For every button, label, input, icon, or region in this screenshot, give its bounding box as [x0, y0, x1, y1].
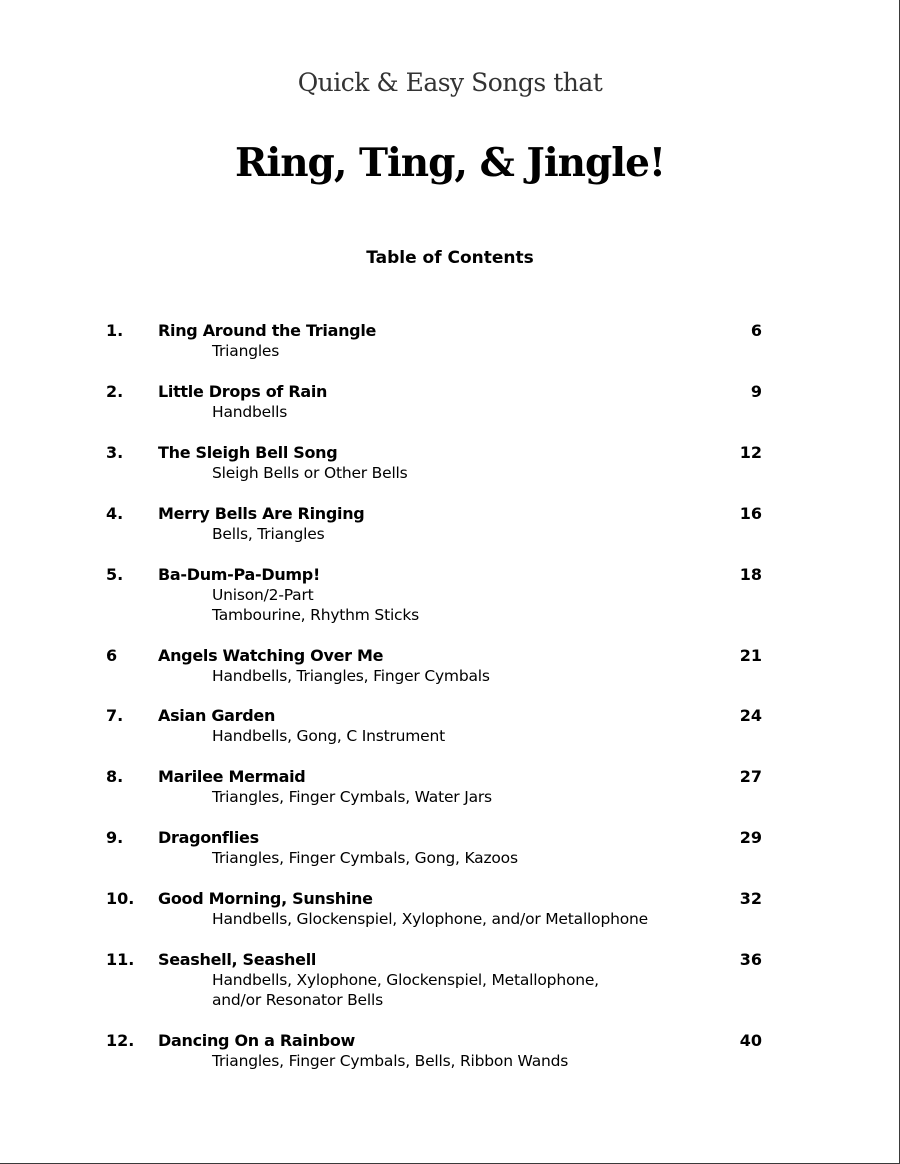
entry-title: Ba-Dum-Pa-Dump! — [158, 565, 320, 584]
entry-page: 21 — [739, 646, 762, 665]
entry-title: Marilee Mermaid — [158, 767, 306, 786]
entry-page: 9 — [750, 382, 762, 401]
entry-page: 40 — [739, 1031, 762, 1050]
entry-title: The Sleigh Bell Song — [158, 443, 338, 462]
entry-title: Little Drops of Rain — [158, 382, 328, 401]
entry-detail: Handbells, Glockenspiel, Xylophone, and/or Metallophone — [212, 910, 648, 928]
page-title: Ring, Ting, & Jingle! — [234, 140, 666, 186]
entry-number: 3. — [106, 443, 124, 462]
entry-page: 24 — [739, 706, 762, 725]
entry-page: 6 — [750, 321, 762, 340]
entry-title: Dancing On a Rainbow — [158, 1031, 356, 1050]
entry-number: 2. — [106, 382, 124, 401]
entry-detail: Triangles, Finger Cymbals, Gong, Kazoos — [212, 849, 518, 867]
entry-detail: Tambourine, Rhythm Sticks — [212, 606, 420, 624]
entry-page: 29 — [739, 828, 762, 847]
entry-title: Merry Bells Are Ringing — [158, 504, 365, 523]
entry-detail: Triangles, Finger Cymbals, Bells, Ribbon Wands — [212, 1052, 569, 1070]
entry-title: Angels Watching Over Me — [158, 646, 384, 665]
entry-page: 16 — [739, 504, 762, 523]
entry-number: 12. — [106, 1031, 135, 1050]
entry-title: Seashell, Seashell — [158, 950, 317, 969]
entry-detail: and/or Resonator Bells — [212, 991, 383, 1009]
entry-detail: Unison/2-Part — [212, 586, 314, 604]
entry-detail: Bells, Triangles — [212, 525, 325, 543]
entry-number: 9. — [106, 828, 124, 847]
entry-number: 7. — [106, 706, 124, 725]
entry-number: 8. — [106, 767, 124, 786]
entry-detail: Handbells, Xylophone, Glockenspiel, Metallophone, — [212, 971, 599, 989]
entry-detail: Handbells, Gong, C Instrument — [212, 727, 445, 745]
entry-title: Good Morning, Sunshine — [158, 889, 373, 908]
entry-title: Ring Around the Triangle — [158, 321, 377, 340]
entry-number: 1. — [106, 321, 124, 340]
entry-number: 6 — [106, 646, 118, 665]
entry-detail: Triangles — [212, 342, 280, 360]
entry-number: 4. — [106, 504, 124, 523]
entry-title: Asian Garden — [158, 706, 276, 725]
entry-detail: Triangles, Finger Cymbals, Water Jars — [212, 788, 492, 806]
entry-detail: Sleigh Bells or Other Bells — [212, 464, 408, 482]
subtitle: Quick & Easy Songs that — [297, 68, 603, 97]
entry-page: 27 — [739, 767, 762, 786]
entry-page: 36 — [739, 950, 762, 969]
entry-page: 18 — [739, 565, 762, 584]
entry-detail: Handbells, Triangles, Finger Cymbals — [212, 667, 490, 685]
toc-heading: Table of Contents — [366, 248, 534, 268]
entry-page: 32 — [739, 889, 762, 908]
entry-detail: Handbells — [212, 403, 288, 421]
entry-page: 12 — [739, 443, 762, 462]
entry-number: 5. — [106, 565, 124, 584]
entry-title: Dragonflies — [158, 828, 259, 847]
entry-number: 11. — [106, 950, 135, 969]
entry-number: 10. — [106, 889, 135, 908]
